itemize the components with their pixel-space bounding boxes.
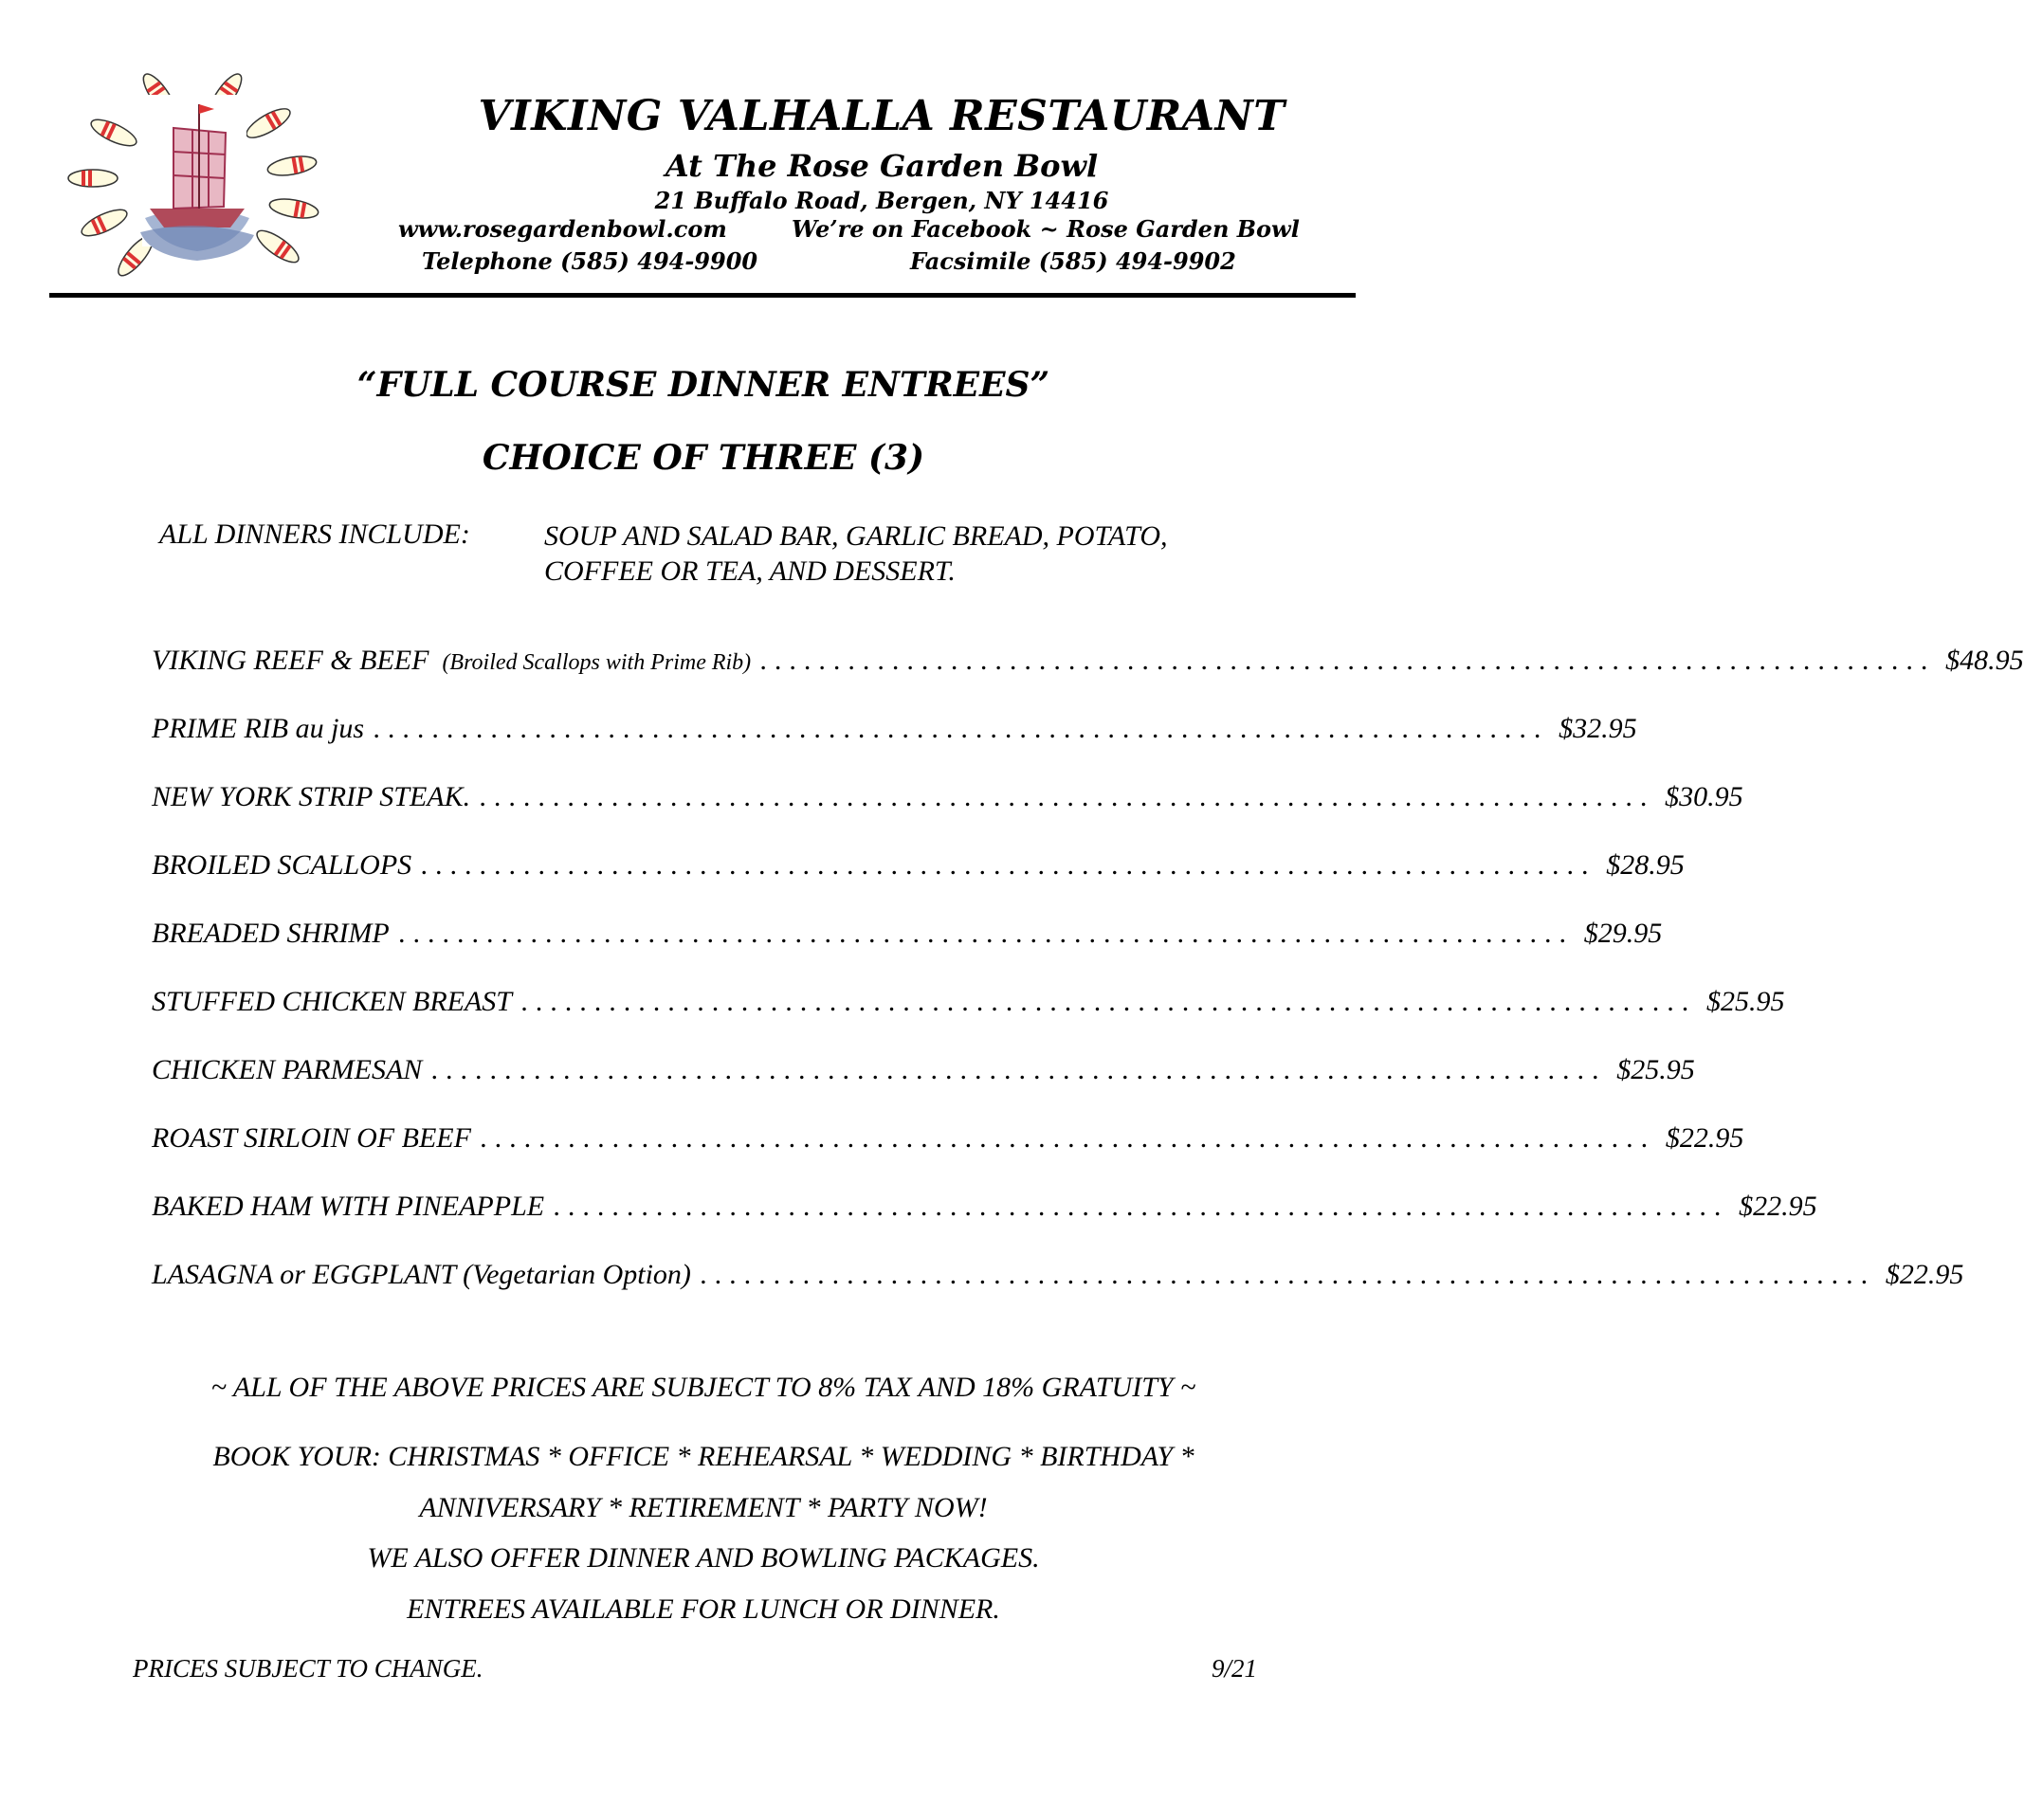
dot-leader: ................................................................................: [374, 713, 1550, 744]
entree-row: [152, 1259, 1964, 1327]
restaurant-title: VIKING VALHALLA RESTAURANT: [478, 92, 1286, 140]
dot-leader: ................................................................................: [554, 1191, 1730, 1222]
includes-text: [544, 519, 1167, 589]
includes-label: ALL DINNERS INCLUDE:: [159, 519, 470, 550]
entree-name: NEW YORK STRIP STEAK.: [152, 781, 471, 812]
entree-row: [152, 713, 1637, 781]
tax-note: ~ ALL OF THE ABOVE PRICES ARE SUBJECT TO 8% TAX AND 18% GRATUITY ~: [210, 1372, 1196, 1403]
entree-name: BAKED HAM WITH PINEAPPLE: [152, 1191, 545, 1222]
menu-heading: “FULL COURSE DINNER ENTREES”: [356, 365, 1050, 405]
includes-line-1: SOUP AND SALAD BAR, GARLIC BREAD, POTATO,: [544, 520, 1168, 552]
entree-row: [152, 781, 1743, 849]
entree-name: STUFFED CHICKEN BREAST: [152, 986, 512, 1017]
entree-name: BROILED SCALLOPS: [152, 849, 412, 881]
dot-leader: ................................................................................: [480, 781, 1656, 812]
header-divider: [49, 293, 1356, 298]
dot-leader: ................................................................................: [398, 918, 1575, 949]
entree-row: [152, 918, 1663, 986]
entree-price: $25.95: [1616, 1054, 1695, 1085]
entree-price: $25.95: [1706, 986, 1785, 1017]
dot-leader: ................................................................................: [431, 1054, 1608, 1085]
facebook-text: We’re on Facebook ~ Rose Garden Bowl: [792, 215, 1300, 243]
entree-price: $32.95: [1559, 713, 1637, 744]
entree-name: PRIME RIB au jus: [152, 713, 365, 744]
entree-name: VIKING REEF & BEEF: [152, 645, 429, 676]
entree-price: $29.95: [1583, 918, 1663, 949]
telephone: Telephone (585) 494-9900: [422, 247, 758, 275]
viking-ship-bowling-pins-icon: [55, 66, 328, 275]
entree-name: LASAGNA or EGGPLANT (Vegetarian Option): [152, 1259, 691, 1290]
entree-name: ROAST SIRLOIN OF BEEF: [152, 1122, 471, 1154]
packages-note: WE ALSO OFFER DINNER AND BOWLING PACKAGES.: [367, 1542, 1040, 1574]
entree-name: BREADED SHRIMP: [152, 918, 390, 949]
entree-row: [152, 645, 2024, 713]
entree-row: [152, 849, 1685, 918]
dot-leader: ................................................................................: [480, 1122, 1656, 1154]
dot-leader: ................................................................................: [521, 986, 1697, 1017]
facsimile: Facsimile (585) 494-9902: [910, 247, 1236, 275]
entree-list: [152, 645, 2024, 1327]
entree-price: $22.95: [1739, 1191, 1817, 1222]
website-link[interactable]: www.rosegardenbowl.com: [398, 215, 727, 243]
entree-row: [152, 1054, 1695, 1122]
entree-row: [152, 986, 1785, 1054]
price-change-note: PRICES SUBJECT TO CHANGE.: [133, 1654, 483, 1683]
entree-price: $22.95: [1885, 1259, 1964, 1290]
restaurant-subtitle: At The Rose Garden Bowl: [665, 148, 1099, 184]
entree-name: CHICKEN PARMESAN: [152, 1054, 423, 1085]
availability-note: ENTREES AVAILABLE FOR LUNCH OR DINNER.: [407, 1593, 1000, 1625]
entree-price: $30.95: [1665, 781, 1743, 812]
entree-note: (Broiled Scallops with Prime Rib): [442, 650, 752, 675]
book-line-2: ANNIVERSARY * RETIREMENT * PARTY NOW!: [419, 1492, 988, 1523]
entree-price: $22.95: [1665, 1122, 1744, 1154]
dot-leader: ................................................................................: [421, 849, 1597, 881]
choice-heading: CHOICE OF THREE (3): [482, 438, 925, 478]
entree-price: $28.95: [1606, 849, 1685, 881]
revision-date: 9/21: [1212, 1654, 1258, 1683]
address: 21 Buffalo Road, Bergen, NY 14416: [654, 187, 1109, 214]
entree-price: $48.95: [1945, 645, 2024, 676]
includes-line-2: COFFEE OR TEA, AND DESSERT.: [544, 555, 956, 587]
dot-leader: ................................................................................: [760, 645, 1937, 676]
entree-row: [152, 1122, 1744, 1191]
entree-row: [152, 1191, 1817, 1259]
book-line-1: BOOK YOUR: CHRISTMAS * OFFICE * REHEARSAL * WEDDING * BIRTHDAY *: [212, 1441, 1194, 1472]
dot-leader: ................................................................................: [700, 1259, 1876, 1290]
